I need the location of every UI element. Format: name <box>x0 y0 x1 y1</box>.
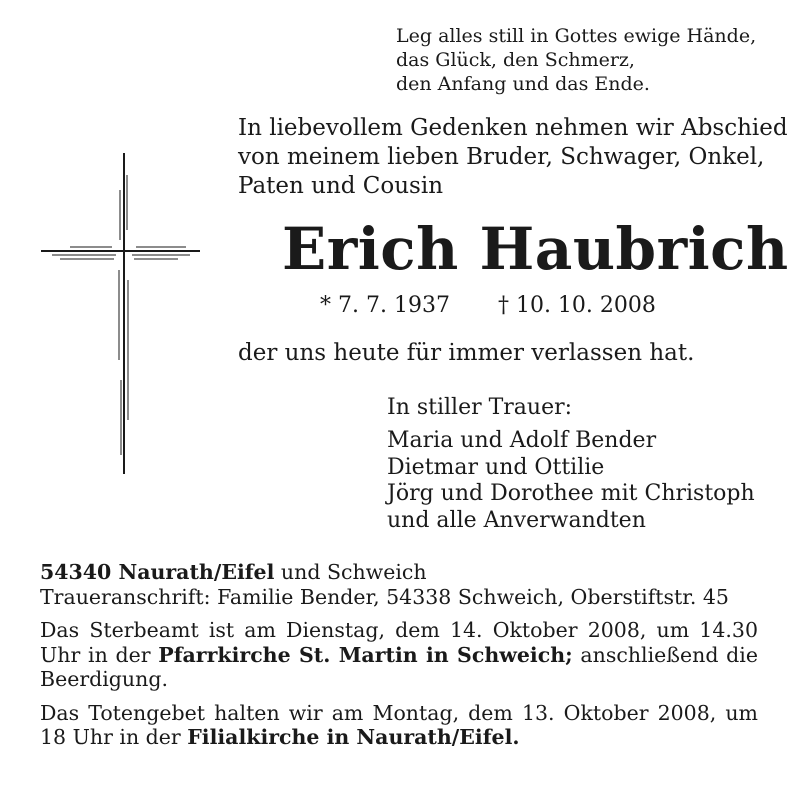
birth-date: * 7. 7. 1937 <box>320 293 450 318</box>
cross-icon <box>0 0 240 500</box>
footer-info <box>40 560 758 750</box>
service-text-b: anschließend die Beerdigung. <box>40 642 758 691</box>
place-rest: und Schweich <box>274 560 427 584</box>
church-name: Pfarrkirche St. Martin in Schweich; <box>158 642 573 667</box>
verse: Leg alles still in Gottes ewige Hände, das Glück, den Schmerz, den Anfang und das Ende. <box>396 25 757 95</box>
prayer-text-a: Das Totengebet halten wir am Montag, dem 13. Oktober 2008, um 18 Uhr in der <box>40 700 758 749</box>
intro-text: In liebevollem Gedenken nehmen wir Abschied von meinem lieben Bruder, Schwager, Onkel, Paten und Cousin <box>238 115 788 199</box>
death-date: † 10. 10. 2008 <box>497 293 656 318</box>
deceased-name: Erich Haubrich <box>282 215 789 283</box>
mourning-heading: In stiller Trauer: <box>387 395 573 420</box>
place-bold: 54340 Naurath/Eifel <box>40 560 275 584</box>
chapel-name: Filialkirche in Naurath/Eifel. <box>187 725 520 749</box>
life-dates <box>320 292 656 320</box>
service-text-a: Das Sterbeamt ist am Dienstag, dem 14. Oktober 2008, um 14.30 Uhr in der <box>40 618 758 667</box>
place-line <box>40 560 758 585</box>
service-info <box>40 618 758 692</box>
prayer-info <box>40 701 758 750</box>
address-line: Traueranschrift: Familie Bender, 54338 Schweich, Oberstiftstr. 45 <box>40 584 729 609</box>
farewell-line: der uns heute für immer verlassen hat. <box>238 340 695 366</box>
mourners-list: Maria und Adolf Bender Dietmar und Ottilie Jörg und Dorothee mit Christoph und alle Anverwandten <box>387 428 755 533</box>
